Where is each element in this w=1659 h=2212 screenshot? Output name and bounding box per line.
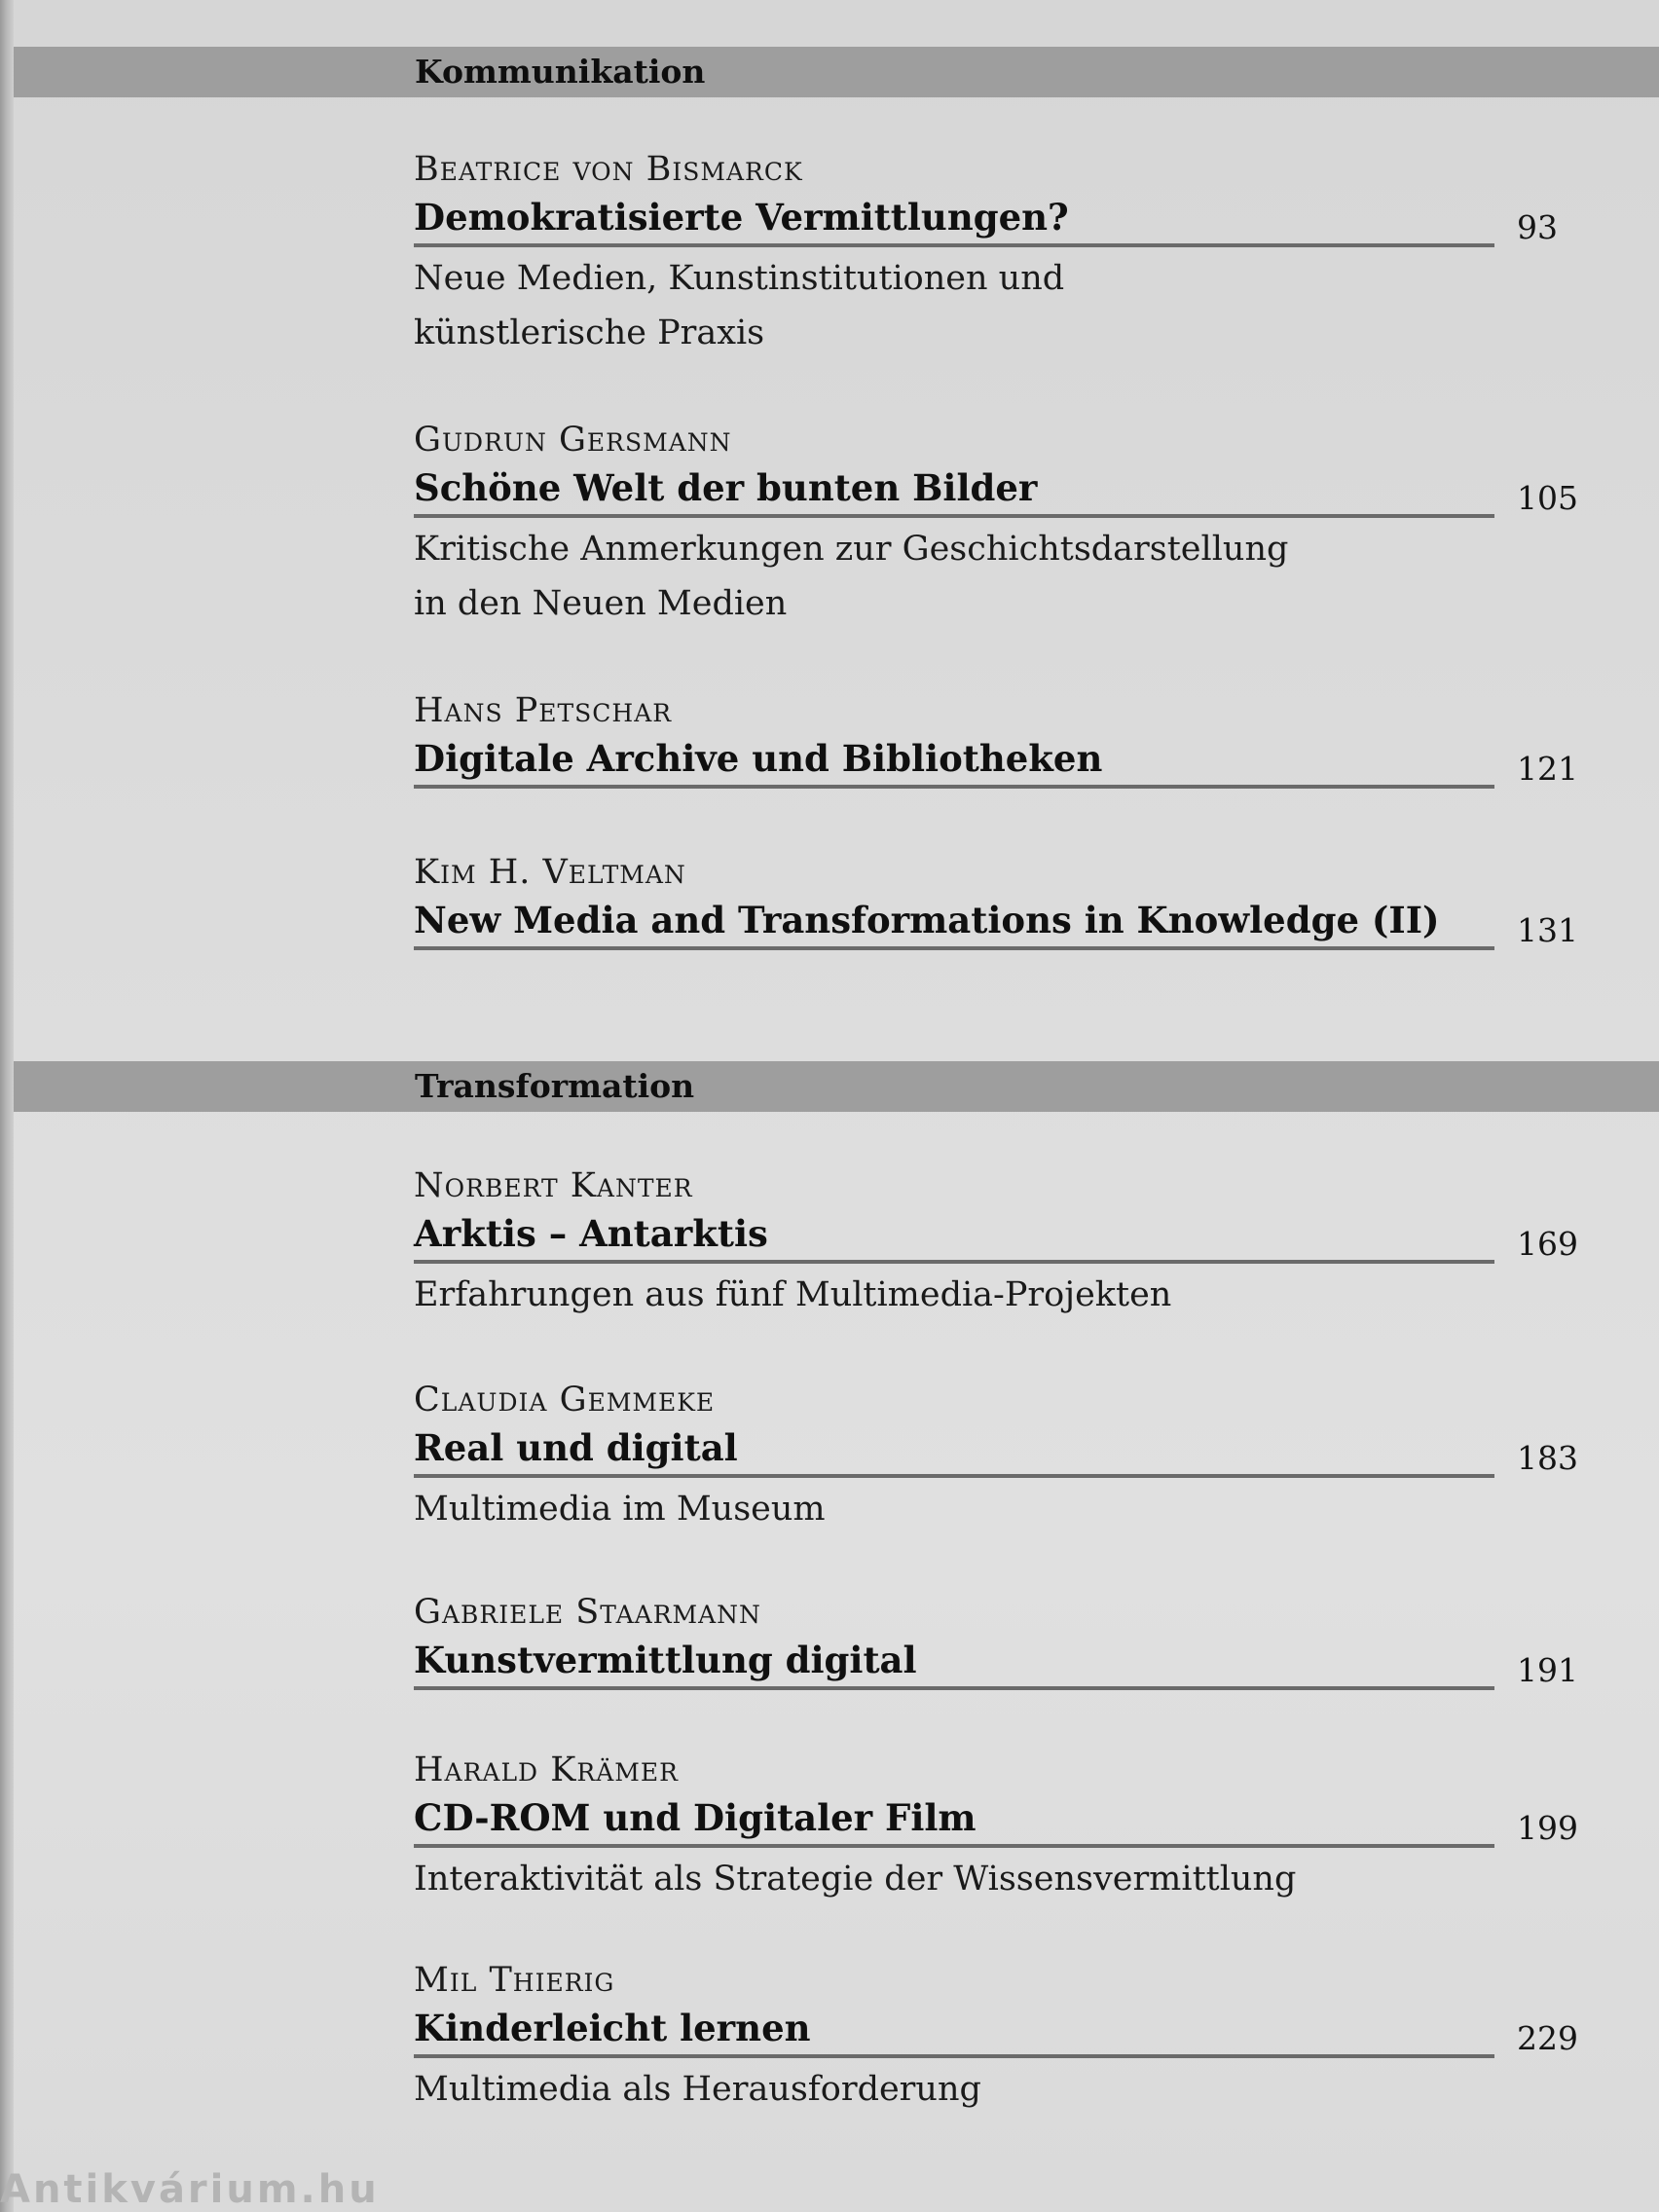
entry-title-row xyxy=(414,732,1578,789)
section-header-transformation xyxy=(14,1061,1659,1112)
entry-subtitle xyxy=(414,1268,1558,1322)
entry-subtitle-line: künstlerische Praxis xyxy=(414,313,765,352)
entry-title-row xyxy=(414,461,1578,518)
toc-entry[interactable] xyxy=(414,1164,1578,1322)
entry-title-row xyxy=(414,1421,1578,1478)
entry-author: Gudrun Gersmann xyxy=(414,421,732,460)
toc-entry[interactable] xyxy=(414,1379,1578,1536)
entry-page-number: 93 xyxy=(1517,208,1558,246)
entry-page-number: 183 xyxy=(1517,1439,1578,1477)
entry-author: Hans Petschar xyxy=(414,691,673,730)
entry-title: Kinderleicht lernen xyxy=(414,2007,811,2049)
entry-subtitle-line: Multimedia im Museum xyxy=(414,1490,826,1529)
entry-author: Mil Thierig xyxy=(414,1961,615,2000)
entry-page-number: 191 xyxy=(1517,1651,1578,1689)
entry-subtitle xyxy=(414,1852,1558,1906)
entry-author: Gabriele Staarmann xyxy=(414,1593,761,1632)
toc-entry[interactable] xyxy=(414,1959,1578,2117)
entry-page-number: 199 xyxy=(1517,1809,1578,1847)
entry-title: Schöne Welt der bunten Bilder xyxy=(414,466,1038,509)
toc-entry[interactable] xyxy=(414,689,1578,789)
entry-title: Demokratisierte Vermittlungen? xyxy=(414,196,1069,239)
entry-title-row xyxy=(414,1207,1578,1264)
entry-title: Real und digital xyxy=(414,1426,738,1469)
toc-entry[interactable] xyxy=(414,1591,1578,1690)
section-title: Transformation xyxy=(415,1067,695,1105)
entry-subtitle-line: Multimedia als Herausforderung xyxy=(414,2070,981,2109)
entry-author: Norbert Kanter xyxy=(414,1166,693,1205)
entry-rule xyxy=(414,514,1494,518)
watermark: Antikvárium.hu xyxy=(0,2167,380,2212)
entry-title: Kunstvermittlung digital xyxy=(414,1639,917,1681)
page-edge xyxy=(0,0,14,2212)
entry-subtitle-line: Interaktivität als Strategie der Wissensvermittlung xyxy=(414,1860,1297,1899)
entry-subtitle-line: Kritische Anmerkungen zur Geschichtsdarstellung xyxy=(414,530,1289,569)
entry-title-row xyxy=(414,191,1558,247)
entry-title-row xyxy=(414,2002,1578,2058)
entry-rule xyxy=(414,946,1494,950)
entry-title-row xyxy=(414,894,1578,950)
entry-rule xyxy=(414,243,1494,247)
entry-subtitle xyxy=(414,1482,1558,1536)
entry-title-row xyxy=(414,1634,1578,1690)
entry-rule xyxy=(414,1260,1494,1264)
entry-rule xyxy=(414,785,1494,789)
entry-subtitle-line: in den Neuen Medien xyxy=(414,584,788,623)
entry-title: Arktis – Antarktis xyxy=(414,1212,768,1255)
toc-entry[interactable] xyxy=(414,1749,1578,1906)
entry-page-number: 105 xyxy=(1517,479,1578,517)
entry-author: Claudia Gemmeke xyxy=(414,1381,716,1419)
entry-rule xyxy=(414,2054,1494,2058)
section-title: Kommunikation xyxy=(415,53,706,91)
entry-author: Harald Krämer xyxy=(414,1751,679,1789)
entry-title-row xyxy=(414,1791,1578,1848)
entry-subtitle-line: Neue Medien, Kunstinstitutionen und xyxy=(414,259,1065,298)
entry-subtitle xyxy=(414,2062,1558,2117)
entry-page-number: 229 xyxy=(1517,2019,1578,2057)
entry-page-number: 169 xyxy=(1517,1225,1578,1263)
toc-entry[interactable] xyxy=(414,851,1578,950)
section-header-kommunikation xyxy=(14,47,1659,97)
entry-page-number: 131 xyxy=(1517,911,1578,949)
entry-author: Beatrice von Bismarck xyxy=(414,150,803,189)
entry-subtitle xyxy=(414,251,1558,360)
entry-title: CD-ROM und Digitaler Film xyxy=(414,1796,977,1839)
entry-subtitle-line: Erfahrungen aus fünf Multimedia-Projekten xyxy=(414,1275,1172,1314)
toc-entry[interactable] xyxy=(414,419,1578,631)
toc-entry[interactable] xyxy=(414,148,1558,360)
entry-title: Digitale Archive und Bibliotheken xyxy=(414,737,1103,780)
entry-subtitle xyxy=(414,522,1558,631)
entry-rule xyxy=(414,1686,1494,1690)
entry-rule xyxy=(414,1474,1494,1478)
entry-rule xyxy=(414,1844,1494,1848)
entry-page-number: 121 xyxy=(1517,750,1578,788)
entry-title: New Media and Transformations in Knowledge (II) xyxy=(414,899,1440,941)
entry-author: Kim H. Veltman xyxy=(414,853,686,892)
